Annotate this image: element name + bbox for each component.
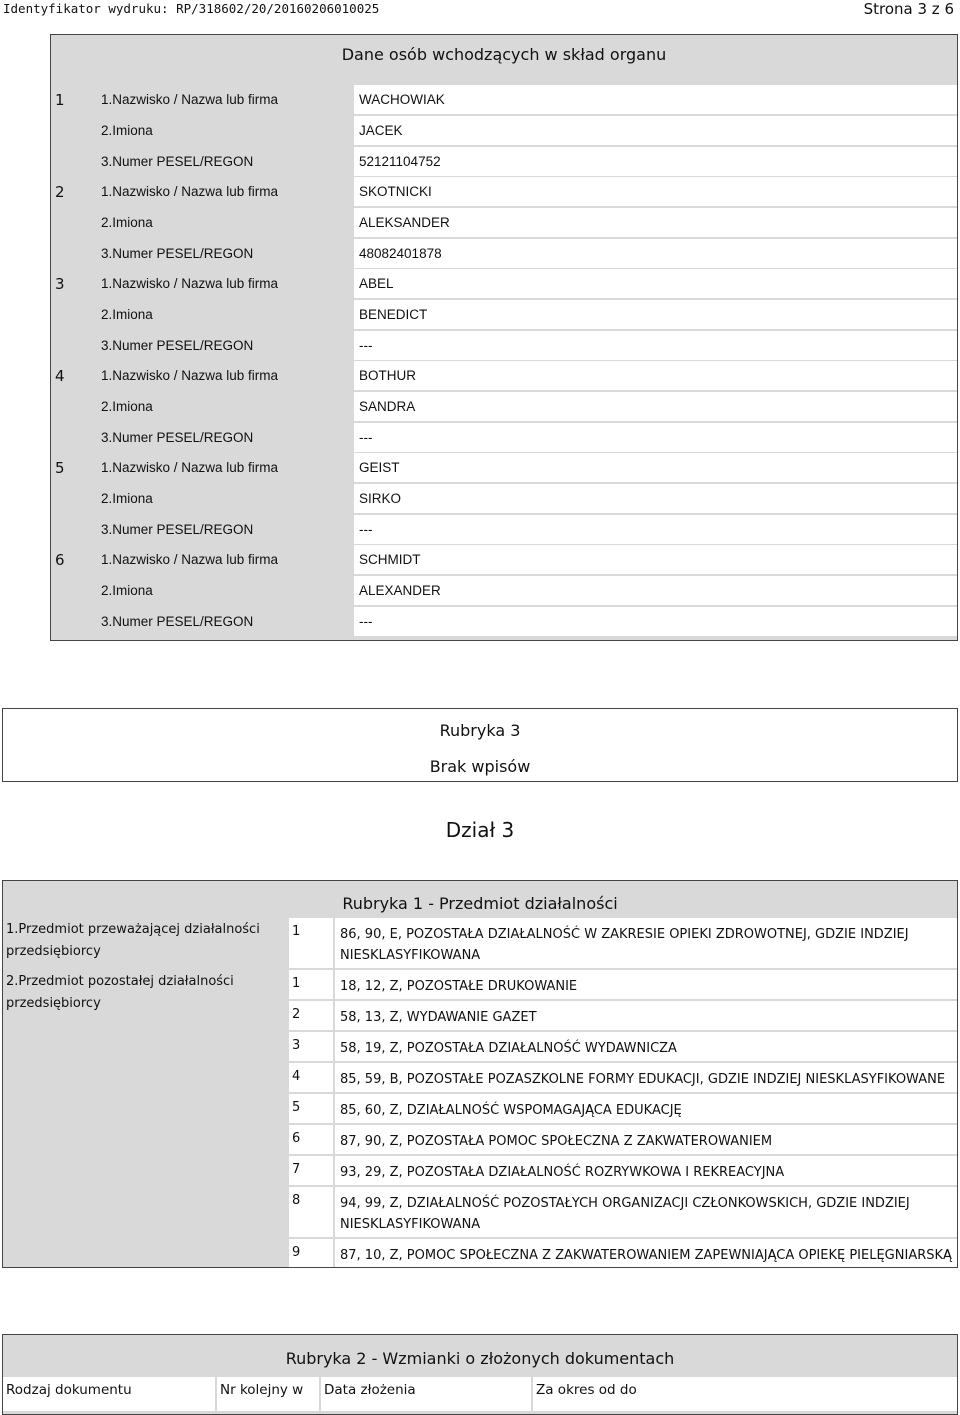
field-value: ALEKSANDER (354, 208, 957, 237)
field-value: ABEL (354, 269, 957, 298)
section-heading: Dział 3 (445, 818, 515, 842)
field-value: WACHOWIAK (354, 85, 957, 114)
field-value: --- (354, 331, 957, 360)
field-label: 2.Imiona (101, 215, 153, 230)
row-description: 85, 59, B, POZOSTAŁE POZASZKOLNE FORMY EDUKACJI, GDZIE INDZIEJ NIESKLASYFIKOWANE (340, 1072, 946, 1087)
field-value: ALEXANDER (354, 576, 957, 605)
person-field-imiona (97, 392, 957, 421)
column-header: Za okres od do (533, 1377, 957, 1411)
rubryka-2-title: Rubryka 2 - Wzmianki o złożonych dokumentach (285, 1349, 675, 1368)
other-activity-row (289, 1239, 957, 1267)
person-field-nazwisko (97, 453, 957, 482)
main-activity-row (289, 918, 957, 968)
field-value: GEIST (354, 453, 957, 482)
field-label: 1.Nazwisko / Nazwa lub firma (101, 460, 279, 475)
field-label: 3.Numer PESEL/REGON (101, 246, 254, 261)
print-header (0, 0, 960, 18)
rubryka-1-title: Rubryka 1 - Przedmiot działalności (342, 894, 618, 913)
person-entry (51, 361, 957, 453)
field-label: 1.Nazwisko / Nazwa lub firma (101, 184, 279, 199)
row-number: 7 (292, 1162, 301, 1177)
field-value: --- (354, 607, 957, 636)
field-label: 1.Nazwisko / Nazwa lub firma (101, 368, 279, 383)
person-entry (51, 177, 957, 269)
row-description: 87, 90, Z, POZOSTAŁA POMOC SPOŁECZNA Z ZAKWATEROWANIEM (340, 1134, 773, 1149)
row-description: 85, 60, Z, DZIAŁALNOŚĆ WSPOMAGAJĄCA EDUKACJĘ (340, 1103, 682, 1118)
person-entry (51, 269, 957, 361)
person-field-nazwisko (97, 545, 957, 574)
row-description: 93, 29, Z, POZOSTAŁA DZIAŁALNOŚĆ ROZRYWKOWA I REKREACYJNA (340, 1165, 785, 1180)
other-activity-row (289, 1063, 957, 1092)
field-value: --- (354, 515, 957, 544)
person-field-nazwisko (97, 269, 957, 298)
person-field-nazwisko (97, 177, 957, 206)
other-activity-row (289, 1001, 957, 1030)
print-identifier: Identyfikator wydruku: RP/318602/20/20160206010025 (3, 1, 380, 16)
field-value: JACEK (354, 116, 957, 145)
field-value: 52121104752 (354, 147, 957, 176)
person-field-imiona (97, 300, 957, 329)
row-description: 58, 19, Z, POZOSTAŁA DZIAŁALNOŚĆ WYDAWNICZA (340, 1041, 677, 1056)
field-label: 1.Nazwisko / Nazwa lub firma (101, 92, 279, 107)
other-activity-row (289, 1187, 957, 1237)
person-field-pesel (97, 607, 957, 636)
field-label: 1.Nazwisko / Nazwa lub firma (101, 276, 279, 291)
person-field-imiona (97, 576, 957, 605)
field-value: --- (354, 423, 957, 452)
row-number: 4 (292, 1069, 301, 1084)
field-value: SANDRA (354, 392, 957, 421)
person-field-nazwisko (97, 361, 957, 390)
person-field-pesel (97, 239, 957, 268)
other-activity-row (289, 1032, 957, 1061)
field-label: 2.Imiona (101, 307, 153, 322)
row-number: 8 (292, 1193, 301, 1208)
field-label: 2.Imiona (101, 123, 153, 138)
rubryka-1 (2, 880, 958, 1268)
person-number: 2 (55, 183, 65, 201)
main-activity-label: 1.Przedmiot przeważającej działalności przedsiębiorcy (6, 922, 260, 959)
person-number: 3 (55, 275, 65, 293)
other-activity-row (289, 970, 957, 999)
person-number: 4 (55, 367, 65, 385)
field-label: 1.Nazwisko / Nazwa lub firma (101, 552, 279, 567)
person-number: 1 (55, 91, 65, 109)
field-value: SIRKO (354, 484, 957, 513)
rubryka-3 (2, 708, 958, 782)
column-header: Data złożenia (321, 1377, 531, 1411)
row-description: 18, 12, Z, POZOSTAŁE DRUKOWANIE (340, 979, 578, 994)
field-value: SCHMIDT (354, 545, 957, 574)
field-label: 2.Imiona (101, 399, 153, 414)
row-description: 58, 13, Z, WYDAWANIE GAZET (340, 1010, 537, 1025)
row-number: 1 (292, 924, 301, 939)
person-number: 6 (55, 551, 65, 569)
person-field-nazwisko (97, 85, 957, 114)
person-number: 5 (55, 459, 65, 477)
field-label: 2.Imiona (101, 491, 153, 506)
row-description: 94, 99, Z, DZIAŁALNOŚĆ POZOSTAŁYCH ORGANIZACJI CZŁONKOWSKICH, GDZIE INDZIEJ NIESKLASYFIKOWANA (340, 1196, 910, 1232)
field-value: BENEDICT (354, 300, 957, 329)
page-number: Strona 3 z 6 (863, 0, 954, 18)
row-description: 87, 10, Z, POMOC SPOŁECZNA Z ZAKWATEROWANIEM ZAPEWNIAJĄCA OPIEKĘ PIELĘGNIARSKĄ (340, 1248, 952, 1263)
rubryka-3-title: Rubryka 3 (439, 721, 521, 740)
field-value: 48082401878 (354, 239, 957, 268)
persons-section-title: Dane osób wchodzących w skład organu (341, 45, 667, 64)
column-header: Nr kolejny w (217, 1377, 319, 1411)
row-description: 86, 90, E, POZOSTAŁA DZIAŁALNOŚĆ W ZAKRESIE OPIEKI ZDROWOTNEJ, GDZIE INDZIEJ NIESKLASYFIKOWANA (340, 927, 909, 963)
row-number: 2 (292, 1007, 301, 1022)
person-field-pesel (97, 515, 957, 544)
row-number: 1 (292, 976, 301, 991)
person-field-pesel (97, 423, 957, 452)
other-activity-row (289, 1156, 957, 1185)
person-entry (51, 453, 957, 545)
field-label: 3.Numer PESEL/REGON (101, 338, 254, 353)
row-number: 3 (292, 1038, 301, 1053)
person-entry (51, 85, 957, 177)
field-value: BOTHUR (354, 361, 957, 390)
row-number: 6 (292, 1131, 301, 1146)
field-label: 3.Numer PESEL/REGON (101, 522, 254, 537)
field-label: 3.Numer PESEL/REGON (101, 430, 254, 445)
person-field-imiona (97, 116, 957, 145)
rubryka-3-text: Brak wpisów (429, 757, 531, 776)
other-activity-row (289, 1125, 957, 1154)
field-label: 2.Imiona (101, 583, 153, 598)
other-activity-row (289, 1094, 957, 1123)
row-number: 5 (292, 1100, 301, 1115)
row-number: 9 (292, 1245, 301, 1260)
person-field-pesel (97, 147, 957, 176)
person-field-imiona (97, 208, 957, 237)
field-label: 3.Numer PESEL/REGON (101, 614, 254, 629)
rubryka-2 (2, 1334, 958, 1415)
person-entry (51, 545, 957, 637)
person-field-pesel (97, 331, 957, 360)
persons-section (50, 34, 958, 641)
column-header: Rodzaj dokumentu (3, 1377, 215, 1411)
person-field-imiona (97, 484, 957, 513)
field-value: SKOTNICKI (354, 177, 957, 206)
other-activity-label: 2.Przedmiot pozostałej działalności przedsiębiorcy (6, 974, 234, 1011)
field-label: 3.Numer PESEL/REGON (101, 154, 254, 169)
